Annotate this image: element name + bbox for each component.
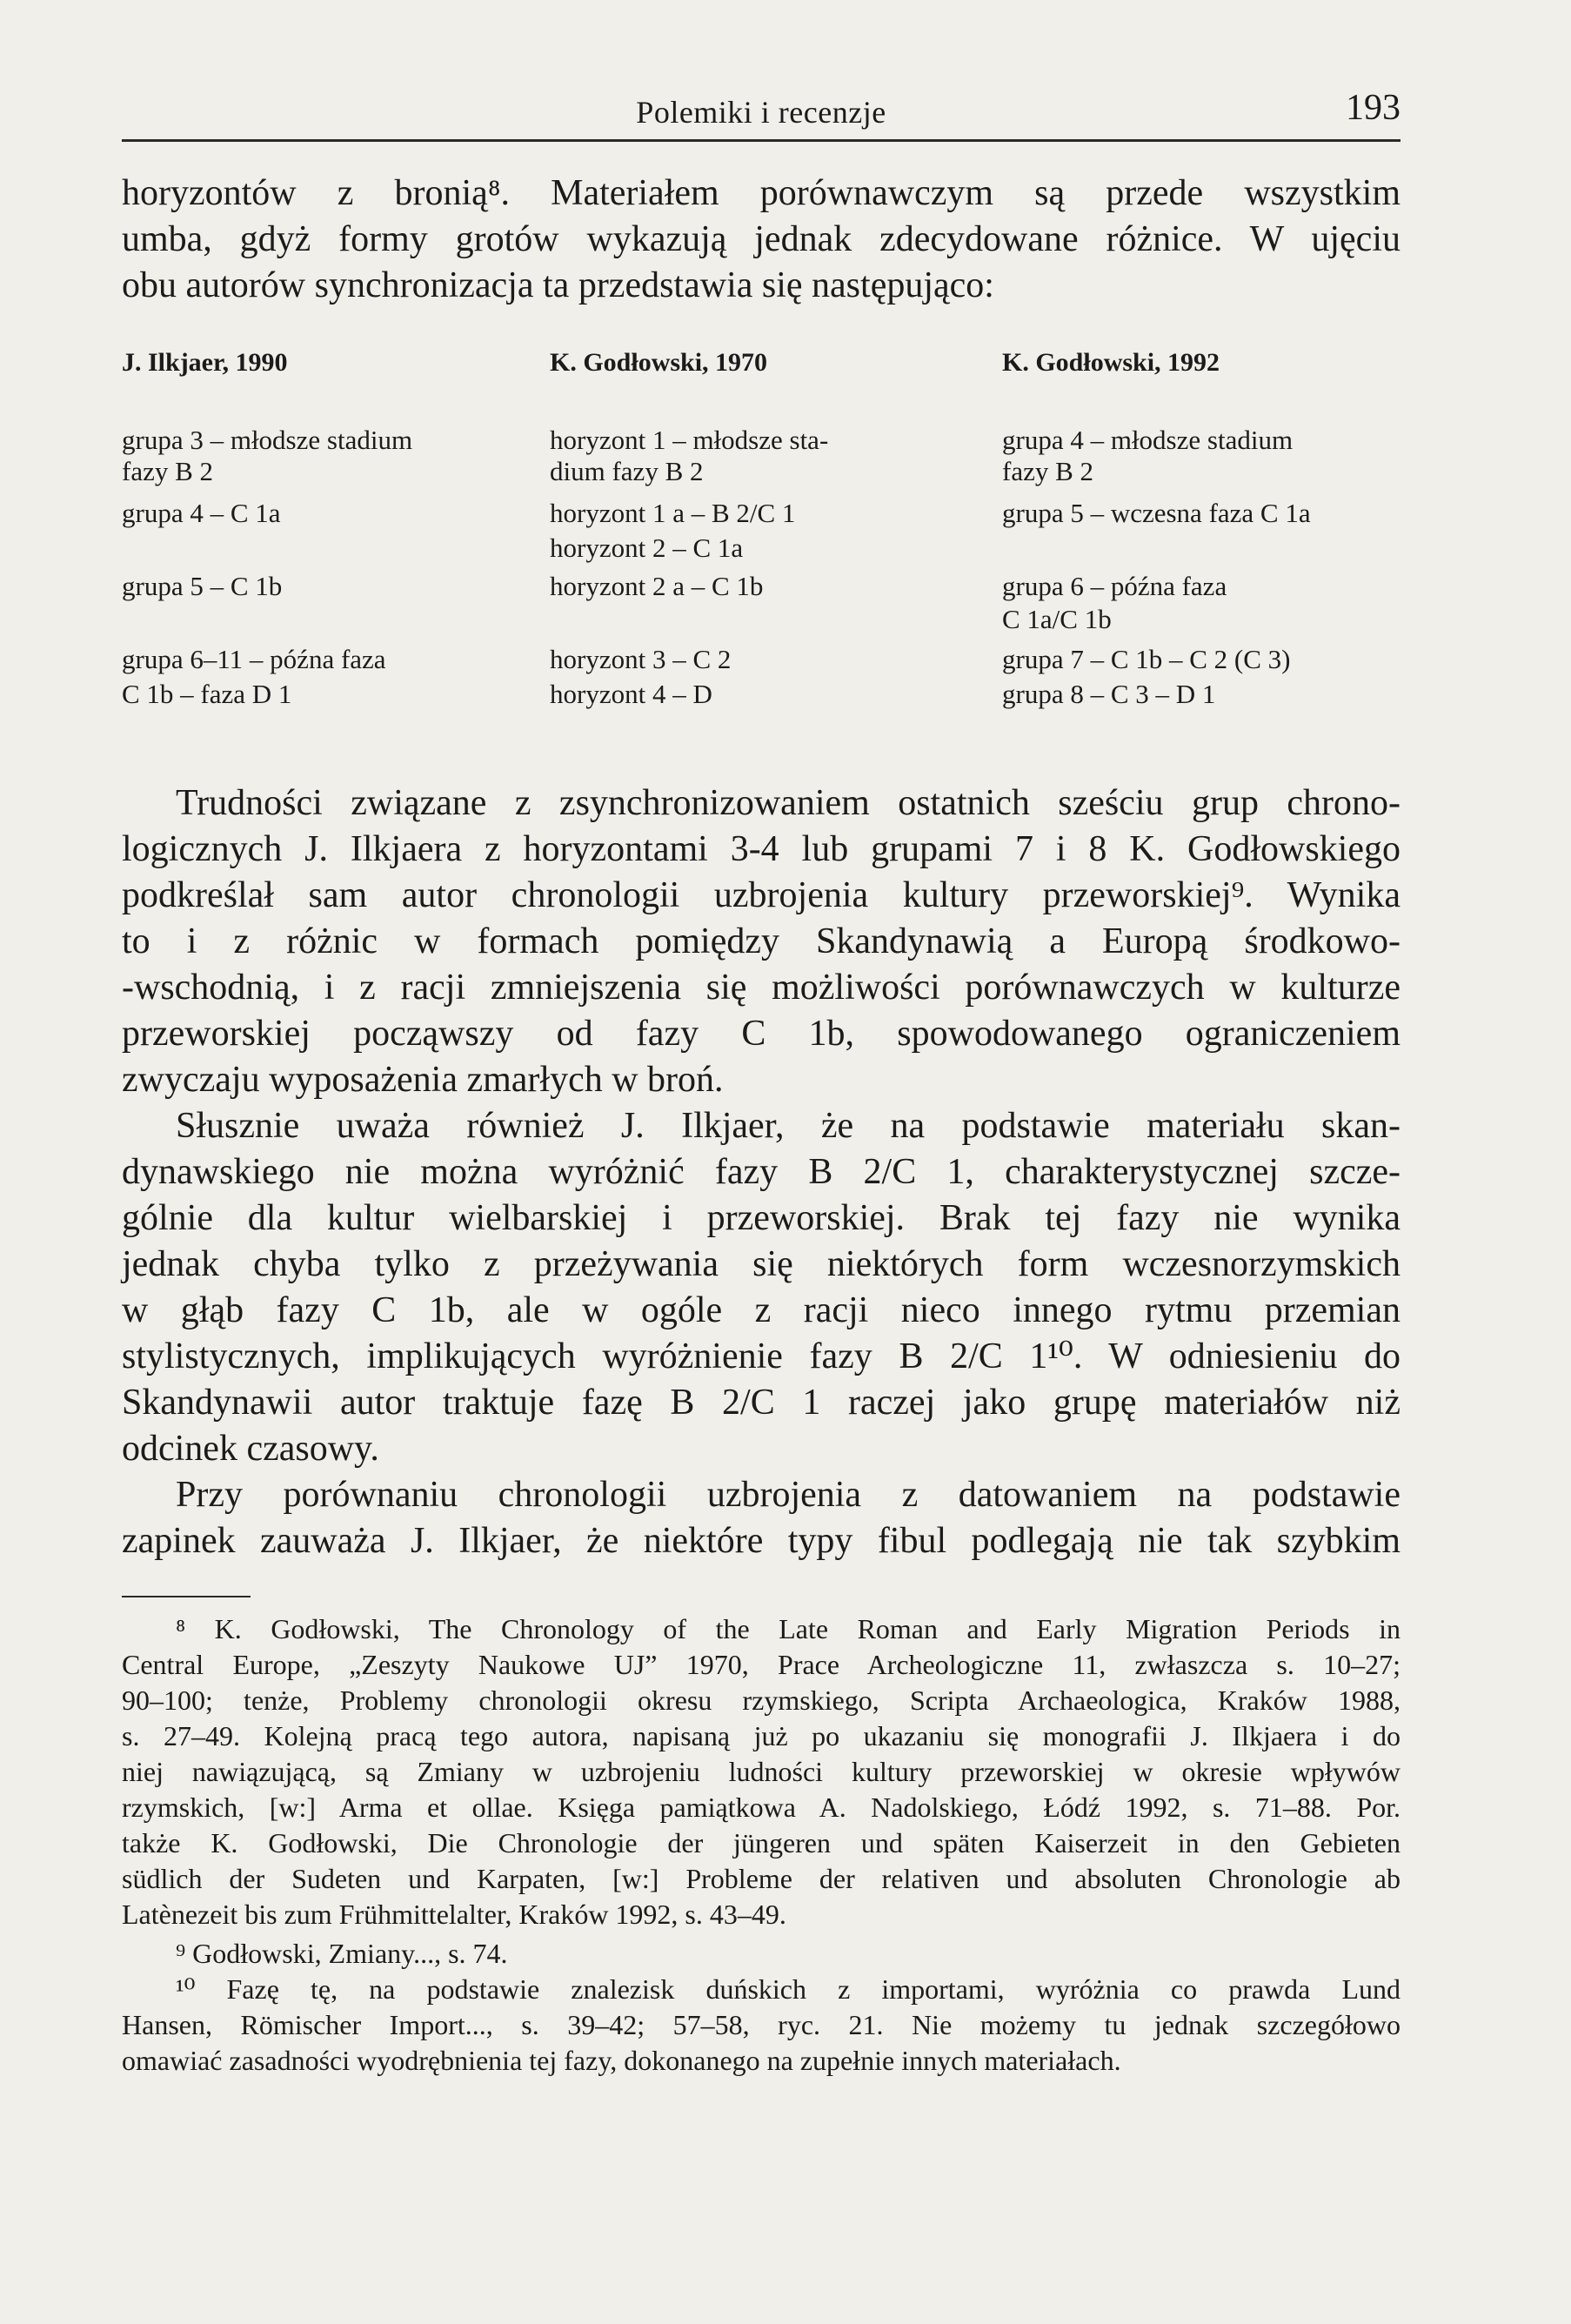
text-line: przeworskiej począwszy od fazy C 1b, spowodowanego ograniczeniem (122, 1014, 1401, 1054)
footnote-line: südlich der Sudeten und Karpaten, [w:] Probleme der relativen und absoluten Chronologie ab (122, 1863, 1401, 1894)
footnote-line: Latènezeit bis zum Frühmittelalter, Kraków 1992, s. 43–49. (122, 1899, 786, 1930)
table-cell: horyzont 2 – C 1a (550, 532, 744, 563)
text-line: horyzontów z bronią⁸. Materiałem porównawczym są przede wszystkim (122, 173, 1401, 213)
text-line: stylistycznych, implikujących wyróżnienie fazy B 2/C 1¹⁰. W odniesieniu do (122, 1336, 1401, 1376)
text-line: podkreślał sam autor chronologii uzbrojenia kultury przeworskiej⁹. Wynika (122, 875, 1401, 915)
intro-paragraph (122, 171, 1401, 309)
footnote-rule (122, 1596, 251, 1597)
table-cell: grupa 4 – młodsze stadium (1002, 425, 1294, 455)
footnote-9 (122, 1936, 1401, 1972)
column-header-ilkjaer-1990: J. Ilkjaer, 1990 (122, 348, 288, 377)
footnote-line: Central Europe, „Zeszyty Naukowe UJ” 1970, Prace Archeologiczne 11, zwłaszcza s. 10–27; (122, 1649, 1401, 1680)
text-line: obu autorów synchronizacja ta przedstawia się następująco: (122, 265, 994, 305)
table-cell: horyzont 3 – C 2 (550, 644, 732, 674)
text-line: Trudności związane z zsynchronizowaniem ostatnich sześciu grup chrono- (176, 783, 1401, 823)
text-line: dynawskiego nie można wyróżnić fazy B 2/C 1, charakterystycznej szcze- (122, 1152, 1401, 1192)
table-cell: grupa 6–11 – późna faza (122, 644, 386, 674)
footnote-line: Hansen, Römischer Import..., s. 39–42; 57–58, ryc. 21. Nie możemy tu jednak szczegółowo (122, 2009, 1401, 2040)
footnote-line: ⁸ K. Godłowski, The Chronology of the Late Roman and Early Migration Periods in (176, 1613, 1401, 1644)
table-cell: horyzont 2 a – C 1b (550, 571, 764, 601)
footnote-line: s. 27–49. Kolejną pracą tego autora, napisaną już po ukazaniu się monografii J. Ilkjaera i do (122, 1720, 1401, 1751)
body-paragraph (122, 1103, 1401, 1472)
table-cell: dium fazy B 2 (550, 456, 704, 486)
table-cell: horyzont 1 a – B 2/C 1 (550, 498, 796, 528)
table-cell: grupa 4 – C 1a (122, 498, 281, 528)
table-cell: grupa 6 – późna faza (1002, 571, 1227, 601)
text-line: zwyczaju wyposażenia zmarłych w broń. (122, 1060, 724, 1100)
table-cell: horyzont 1 – młodsze sta- (550, 425, 829, 455)
table-cell: horyzont 4 – D (550, 679, 712, 709)
column-header-godlowski-1992: K. Godłowski, 1992 (1002, 348, 1220, 377)
footnote-8 (122, 1611, 1401, 1932)
table-cell: grupa 8 – C 3 – D 1 (1002, 679, 1216, 709)
text-line: logicznych J. Ilkjaera z horyzontami 3-4 lub grupami 7 i 8 K. Godłowskiego (122, 829, 1401, 869)
footnote-line: niej nawiązującą, są Zmiany w uzbrojeniu ludności kultury przeworskiej w okresie wpływów (122, 1756, 1401, 1787)
table-cell: fazy B 2 (122, 456, 214, 486)
text-line: gólnie dla kultur wielbarskiej i przeworskiej. Brak tej fazy nie wynika (122, 1198, 1401, 1238)
text-line: -wschodnią, i z racji zmniejszenia się możliwości porównawczych w kulturze (122, 968, 1401, 1008)
footnote-line: rzymskich, [w:] Arma et ollae. Księga pamiątkowa A. Nadolskiego, Łódź 1992, s. 71–88. Por. (122, 1792, 1401, 1823)
running-head (122, 87, 1401, 142)
text-line: odcinek czasowy. (122, 1429, 379, 1469)
table-cell: C 1a/C 1b (1002, 604, 1112, 634)
text-line: jednak chyba tylko z przeżywania się niektórych form wczesnorzymskich (122, 1244, 1401, 1284)
footnote-line: 90–100; tenże, Problemy chronologii okresu rzymskiego, Scripta Archaeologica, Kraków 1988, (122, 1684, 1401, 1716)
text-line: w głąb fazy C 1b, ale w ogóle z racji nieco innego rytmu przemian (122, 1290, 1401, 1330)
body-paragraph (122, 780, 1401, 1103)
footnote-10 (122, 1972, 1401, 2079)
text-line: Słusznie uważa również J. Ilkjaer, że na podstawie materiału skan- (176, 1106, 1401, 1146)
page-number: 193 (1346, 88, 1401, 128)
text-line: zapinek zauważa J. Ilkjaer, że niektóre typy fibul podlegają nie tak szybkim (122, 1521, 1401, 1561)
footnote-line: omawiać zasadności wyodrębnienia tej fazy, dokonanego na zupełnie innych materiałach. (122, 2045, 1121, 2076)
table-cell: grupa 3 – młodsze stadium (122, 425, 413, 455)
table-cell: grupa 7 – C 1b – C 2 (C 3) (1002, 644, 1291, 674)
text-line: umba, gdyż formy grotów wykazują jednak zdecydowane różnice. W ujęciu (122, 219, 1401, 259)
footnote-line: także K. Godłowski, Die Chronologie der jüngeren und späten Kaiserzeit in den Gebieten (122, 1827, 1401, 1859)
text-line: Przy porównaniu chronologii uzbrojenia z datowaniem na podstawie (176, 1475, 1401, 1515)
table-cell: fazy B 2 (1002, 456, 1094, 486)
footnote-line: ⁹ Godłowski, Zmiany..., s. 74. (176, 1938, 508, 1969)
text-line: to i z różnic w formach pomiędzy Skandynawią a Europą środkowo- (122, 921, 1401, 961)
running-title: Polemiki i recenzje (636, 95, 886, 130)
footnote-line: ¹⁰ Fazę tę, na podstawie znalezisk duńskich z importami, wyróżnia co prawda Lund (176, 1973, 1401, 2005)
table-cell: grupa 5 – wczesna faza C 1a (1002, 498, 1311, 528)
table-cell: C 1b – faza D 1 (122, 679, 292, 709)
table-cell: grupa 5 – C 1b (122, 571, 283, 601)
body-paragraph (122, 1472, 1401, 1564)
text-line: Skandynawii autor traktuje fazę B 2/C 1 raczej jako grupę materiałów niż (122, 1383, 1401, 1423)
column-header-godlowski-1970: K. Godłowski, 1970 (550, 348, 768, 377)
